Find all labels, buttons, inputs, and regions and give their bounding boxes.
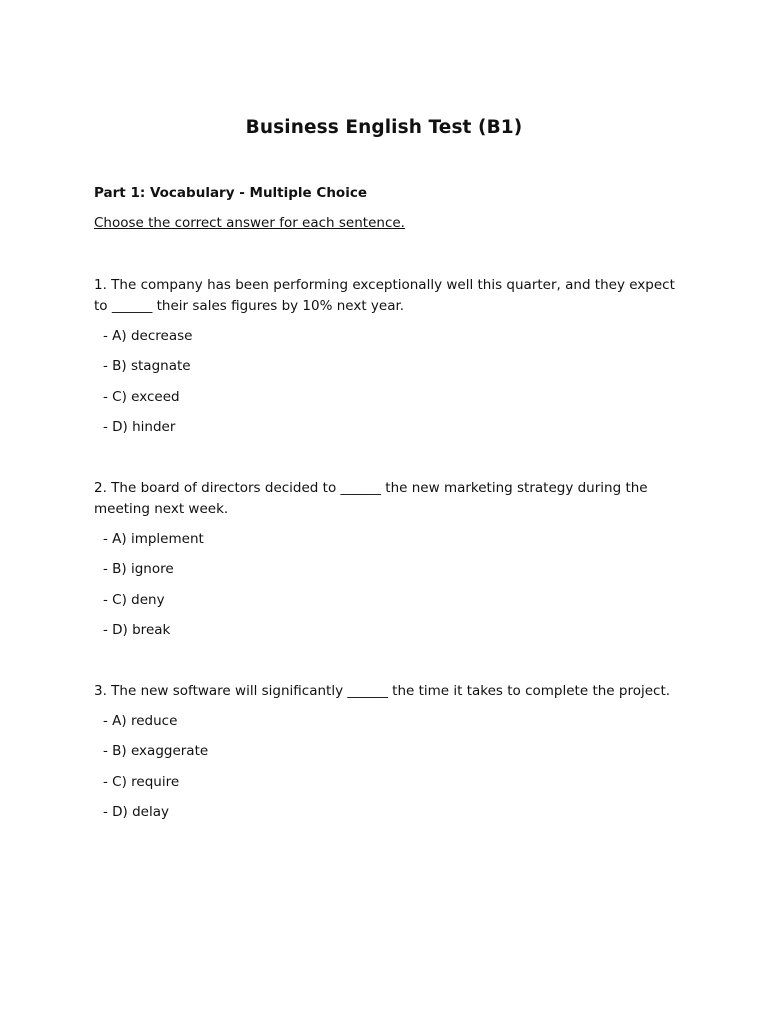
question-3-text: 3. The new software will significantly ______ the time it takes to complete the project. [94,683,671,699]
question-1-options [103,326,192,448]
option-d: - D) delay [103,804,170,821]
question-2-text: 2. The board of directors decided to ______ the new marketing strategy during the meeting next week. [94,480,648,517]
instructions-text: Choose the correct answer for each sentence. [94,215,405,231]
option-d: - D) break [103,622,171,639]
option-a: - A) reduce [103,713,178,729]
option-a: - A) implement [103,531,204,547]
option-b: - B) ignore [103,561,174,578]
option-a: - A) decrease [103,328,193,344]
option-c: - C) exceed [103,388,180,405]
option-b: - B) exaggerate [103,743,209,760]
section-heading: Part 1: Vocabulary - Multiple Choice [94,185,367,201]
option-c: - C) deny [103,591,165,608]
option-c: - C) require [103,773,180,790]
question-2-options [103,529,204,651]
question-1-text: 1. The company has been performing exceptionally well this quarter, and they expect to ______ their sales figures by 10% next year. [94,277,675,314]
option-d: - D) hinder [103,419,176,436]
page-title: Business English Test (B1) [245,117,523,138]
question-3-options [103,711,208,833]
option-b: - B) stagnate [103,358,191,375]
